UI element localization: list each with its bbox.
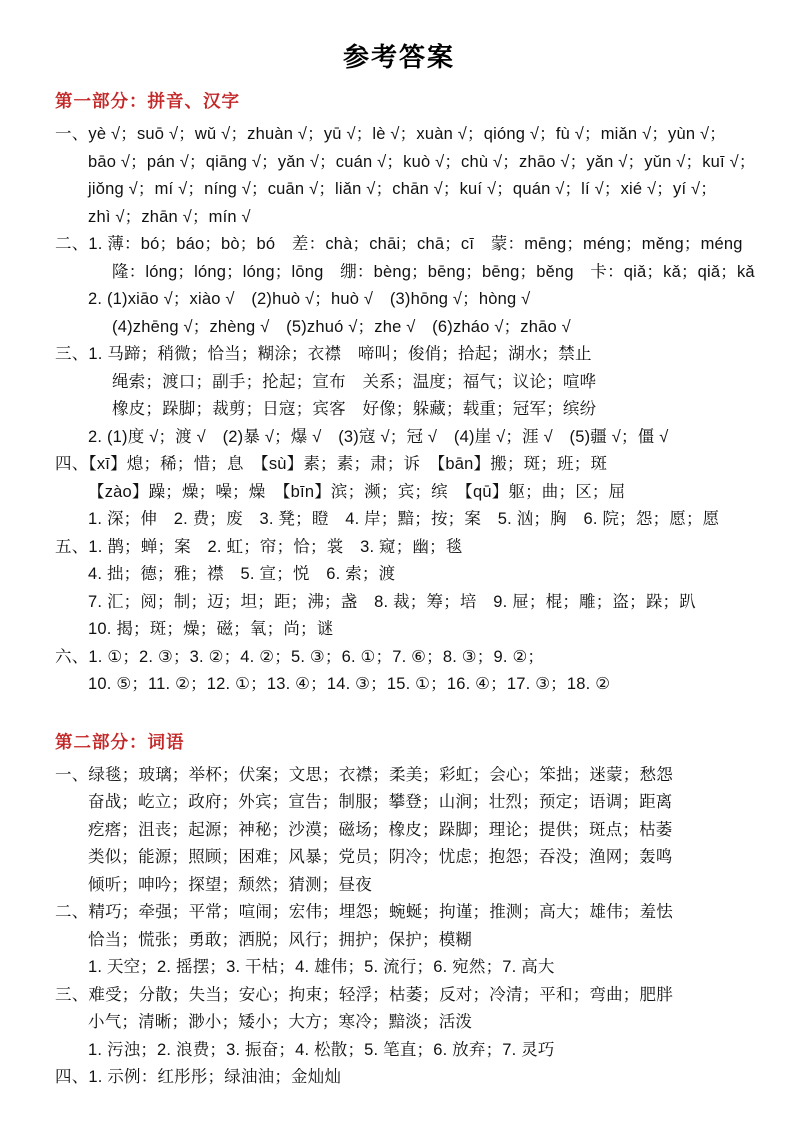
answer-line: 一、绿毯；玻璃；举杯；伏案；文思；衣襟；柔美；彩虹；会心；笨拙；迷蒙；愁怨 bbox=[55, 765, 673, 784]
answer-line: 倾听；呻吟；探望；颓然；猜测；昼夜 bbox=[88, 875, 372, 894]
answer-line: 奋战；屹立；政府；外宾；宣告；制服；攀登；山涧；壮烈；预定；语调；距离 bbox=[88, 793, 673, 811]
answer-line: 1. 污浊；2. 浪费；3. 振奋；4. 松散；5. 笔直；6. 放弃；7. 灵巧 bbox=[88, 1040, 555, 1059]
answer-line: 2. (1)xiāo √；xiào √ (2)huò √；huò √ (3)hōng √；hòng √ bbox=[88, 290, 531, 308]
answer-line: 三、难受；分散；失当；安心；拘束；轻浮；枯萎；反对；冷清；平和；弯曲；肥胖 bbox=[55, 985, 673, 1004]
answer-line: 绳索；渡口；副手；抡起；宣布 关系；温度；福气；议论；喧哗 bbox=[112, 372, 597, 391]
answer-line: 一、yè √；suō √；wǔ √；zhuàn √；yū √；lè √；xuàn √；qióng √；fù √；miǎn √；yùn √； bbox=[55, 125, 726, 143]
answer-line: 【zào】躁；燥；噪；燥 【bīn】滨；濒；宾；缤 【qū】躯；曲；区；屈 bbox=[88, 482, 626, 501]
answer-line: 1. 天空；2. 摇摆；3. 干枯；4. 雄伟；5. 流行；6. 宛然；7. 高大 bbox=[88, 958, 555, 976]
answer-line: jiǒng √；mí √；níng √；cuān √；liǎn √；chān √；kuí √；quán √；lí √；xié √；yí √； bbox=[88, 180, 717, 198]
answer-line: 疙瘩；沮丧；起源；神秘；沙漠；磁场；橡皮；跺脚；理论；提供；斑点；枯萎 bbox=[88, 820, 673, 839]
answer-line: 恰当；慌张；勇敢；洒脱；风行；拥护；保护；模糊 bbox=[88, 930, 473, 949]
answer-line: 小气；清晰；渺小；矮小；大方；寒冷；黯淡；活泼 bbox=[88, 1013, 473, 1031]
answer-line: 橡皮；跺脚；裁剪；日寇；宾客 好像；躲藏；载重；冠军；缤纷 bbox=[112, 400, 597, 418]
answer-line: 五、1. 鹊；蝉；案 2. 虹；帘；恰；裳 3. 窥；幽；毯 bbox=[55, 537, 463, 556]
answer-line: 隆：lóng；lóng；lóng；lōng 绷：bèng；bēng；bēng；běng 卡：qiǎ；kǎ；qiǎ；kǎ bbox=[112, 262, 755, 281]
answer-line: 三、1. 马蹄；稍微；恰当；糊涂；衣襟 啼叫；俊俏；拾起；湖水；禁止 bbox=[55, 345, 592, 363]
answer-line: 类似；能源；照顾；困难；风暴；党员；阴冷；忧虑；抱怨；吞没；渔网；轰鸣 bbox=[88, 848, 673, 866]
answer-line: 四、【xī】熄；稀；惜；息 【sù】素；素；肃；诉 【bān】搬；斑；班；斑 bbox=[55, 455, 608, 473]
answer-line: 10. 揭；斑；燥；磁；氧；尚；谜 bbox=[88, 620, 334, 638]
section-heading-part1: 第一部分：拼音、汉字 bbox=[55, 91, 240, 111]
part2-body bbox=[55, 762, 743, 1092]
answer-line: 2. (1)度 √；渡 √ (2)暴 √；爆 √ (3)寇 √；冠 √ (4)崖 √；涯 √ (5)疆 √；僵 √ bbox=[88, 427, 669, 446]
answer-line: 六、1. ①；2. ③；3. ②；4. ②；5. ③；6. ①；7. ⑥；8. ③；9. ②； bbox=[55, 647, 545, 666]
answer-line: 7. 汇；阅；制；迈；坦；距；沸；盏 8. 裁；筹；培 9. 屉；棍；雕；盗；跺；趴 bbox=[88, 592, 696, 611]
answer-line: 二、精巧；牵强；平常；喧闹；宏伟；埋怨；蜿蜒；拘谨；推测；高大；雄伟；羞怯 bbox=[55, 903, 673, 921]
answer-line: zhì √；zhān √；mín √ bbox=[88, 207, 251, 226]
answer-line: 二、1. 薄：bó；báo；bò；bó 差：chà；chāi；chā；cī 蒙：mēng；méng；měng；méng bbox=[55, 235, 743, 253]
part1-body bbox=[55, 121, 756, 699]
answer-line: 10. ⑤；11. ②；12. ①；13. ④；14. ③；15. ①；16. ④；17. ③；18. ② bbox=[88, 675, 611, 693]
section-heading-part2: 第二部分：词语 bbox=[55, 731, 185, 752]
answer-line: (4)zhēng √；zhèng √ (5)zhuó √；zhe √ (6)zháo √；zhāo √ bbox=[112, 317, 571, 336]
answer-line: 1. 深；伸 2. 费；废 3. 凳；瞪 4. 岸；黯；按；案 5. 汹；胸 6. 院；怨；愿；愿 bbox=[88, 510, 720, 528]
page-title: 参考答案 bbox=[342, 42, 455, 72]
answer-line: 四、1. 示例：红彤彤；绿油油；金灿灿 bbox=[55, 1068, 342, 1086]
answer-line: 4. 拙；德；雅；襟 5. 宣；悦 6. 索；渡 bbox=[88, 565, 396, 583]
answer-line: bāo √；pán √；qiāng √；yǎn √；cuán √；kuò √；chù √；zhāo √；yǎn √；yǔn √；kuī √； bbox=[88, 152, 756, 171]
